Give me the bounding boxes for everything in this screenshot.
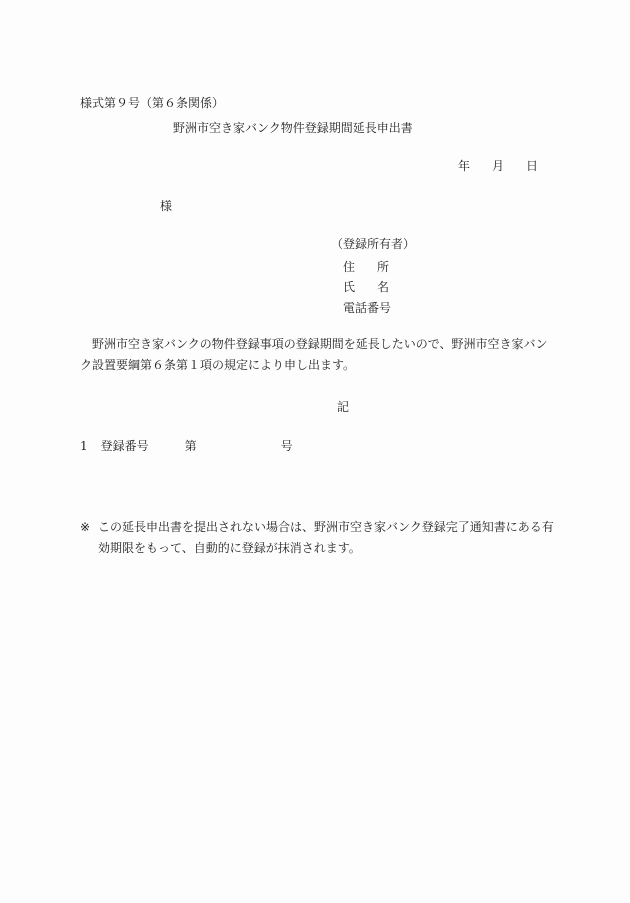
date-month: 月 bbox=[492, 159, 505, 173]
owner-address-label bbox=[343, 261, 389, 273]
owner-phone-label: 電話番号 bbox=[343, 301, 392, 315]
recipient-suffix: 様 bbox=[160, 199, 173, 213]
body-paragraph: 野洲市空き家バンクの物件登録事項の登録期間を延長したいので、野洲市空き家バンク設置要綱第６条第１項の規定により申し出ます。 bbox=[80, 337, 548, 372]
date-day: 日 bbox=[526, 159, 539, 173]
item-dai: 第 bbox=[184, 439, 197, 453]
item-registration-number bbox=[80, 440, 293, 452]
address-label-a: 住 bbox=[343, 260, 356, 274]
note-text: この延長申出書を提出されない場合は、野洲市空き家バンク登録完了通知書にある有効期限をもって、自動的に登録が抹消されます。 bbox=[98, 520, 554, 555]
note-mark: ※ bbox=[80, 520, 91, 534]
note bbox=[80, 517, 560, 559]
item-number: 1 bbox=[80, 439, 88, 453]
item-go: 号 bbox=[280, 439, 293, 453]
document-title: 野洲市空き家バンク物件登録期間延長申出書 bbox=[173, 121, 413, 135]
date-year: 年 bbox=[458, 159, 471, 173]
item-label: 登録番号 bbox=[100, 439, 149, 453]
ki-heading: 記 bbox=[337, 400, 350, 414]
form-number: 様式第９号（第６条関係） bbox=[80, 96, 225, 110]
address-label-b: 所 bbox=[377, 260, 390, 274]
owner-name-label bbox=[343, 281, 389, 293]
date-line bbox=[458, 160, 538, 172]
name-label-b: 名 bbox=[377, 280, 390, 294]
name-label-a: 氏 bbox=[343, 280, 356, 294]
owner-heading: （登録所有者） bbox=[331, 237, 416, 251]
